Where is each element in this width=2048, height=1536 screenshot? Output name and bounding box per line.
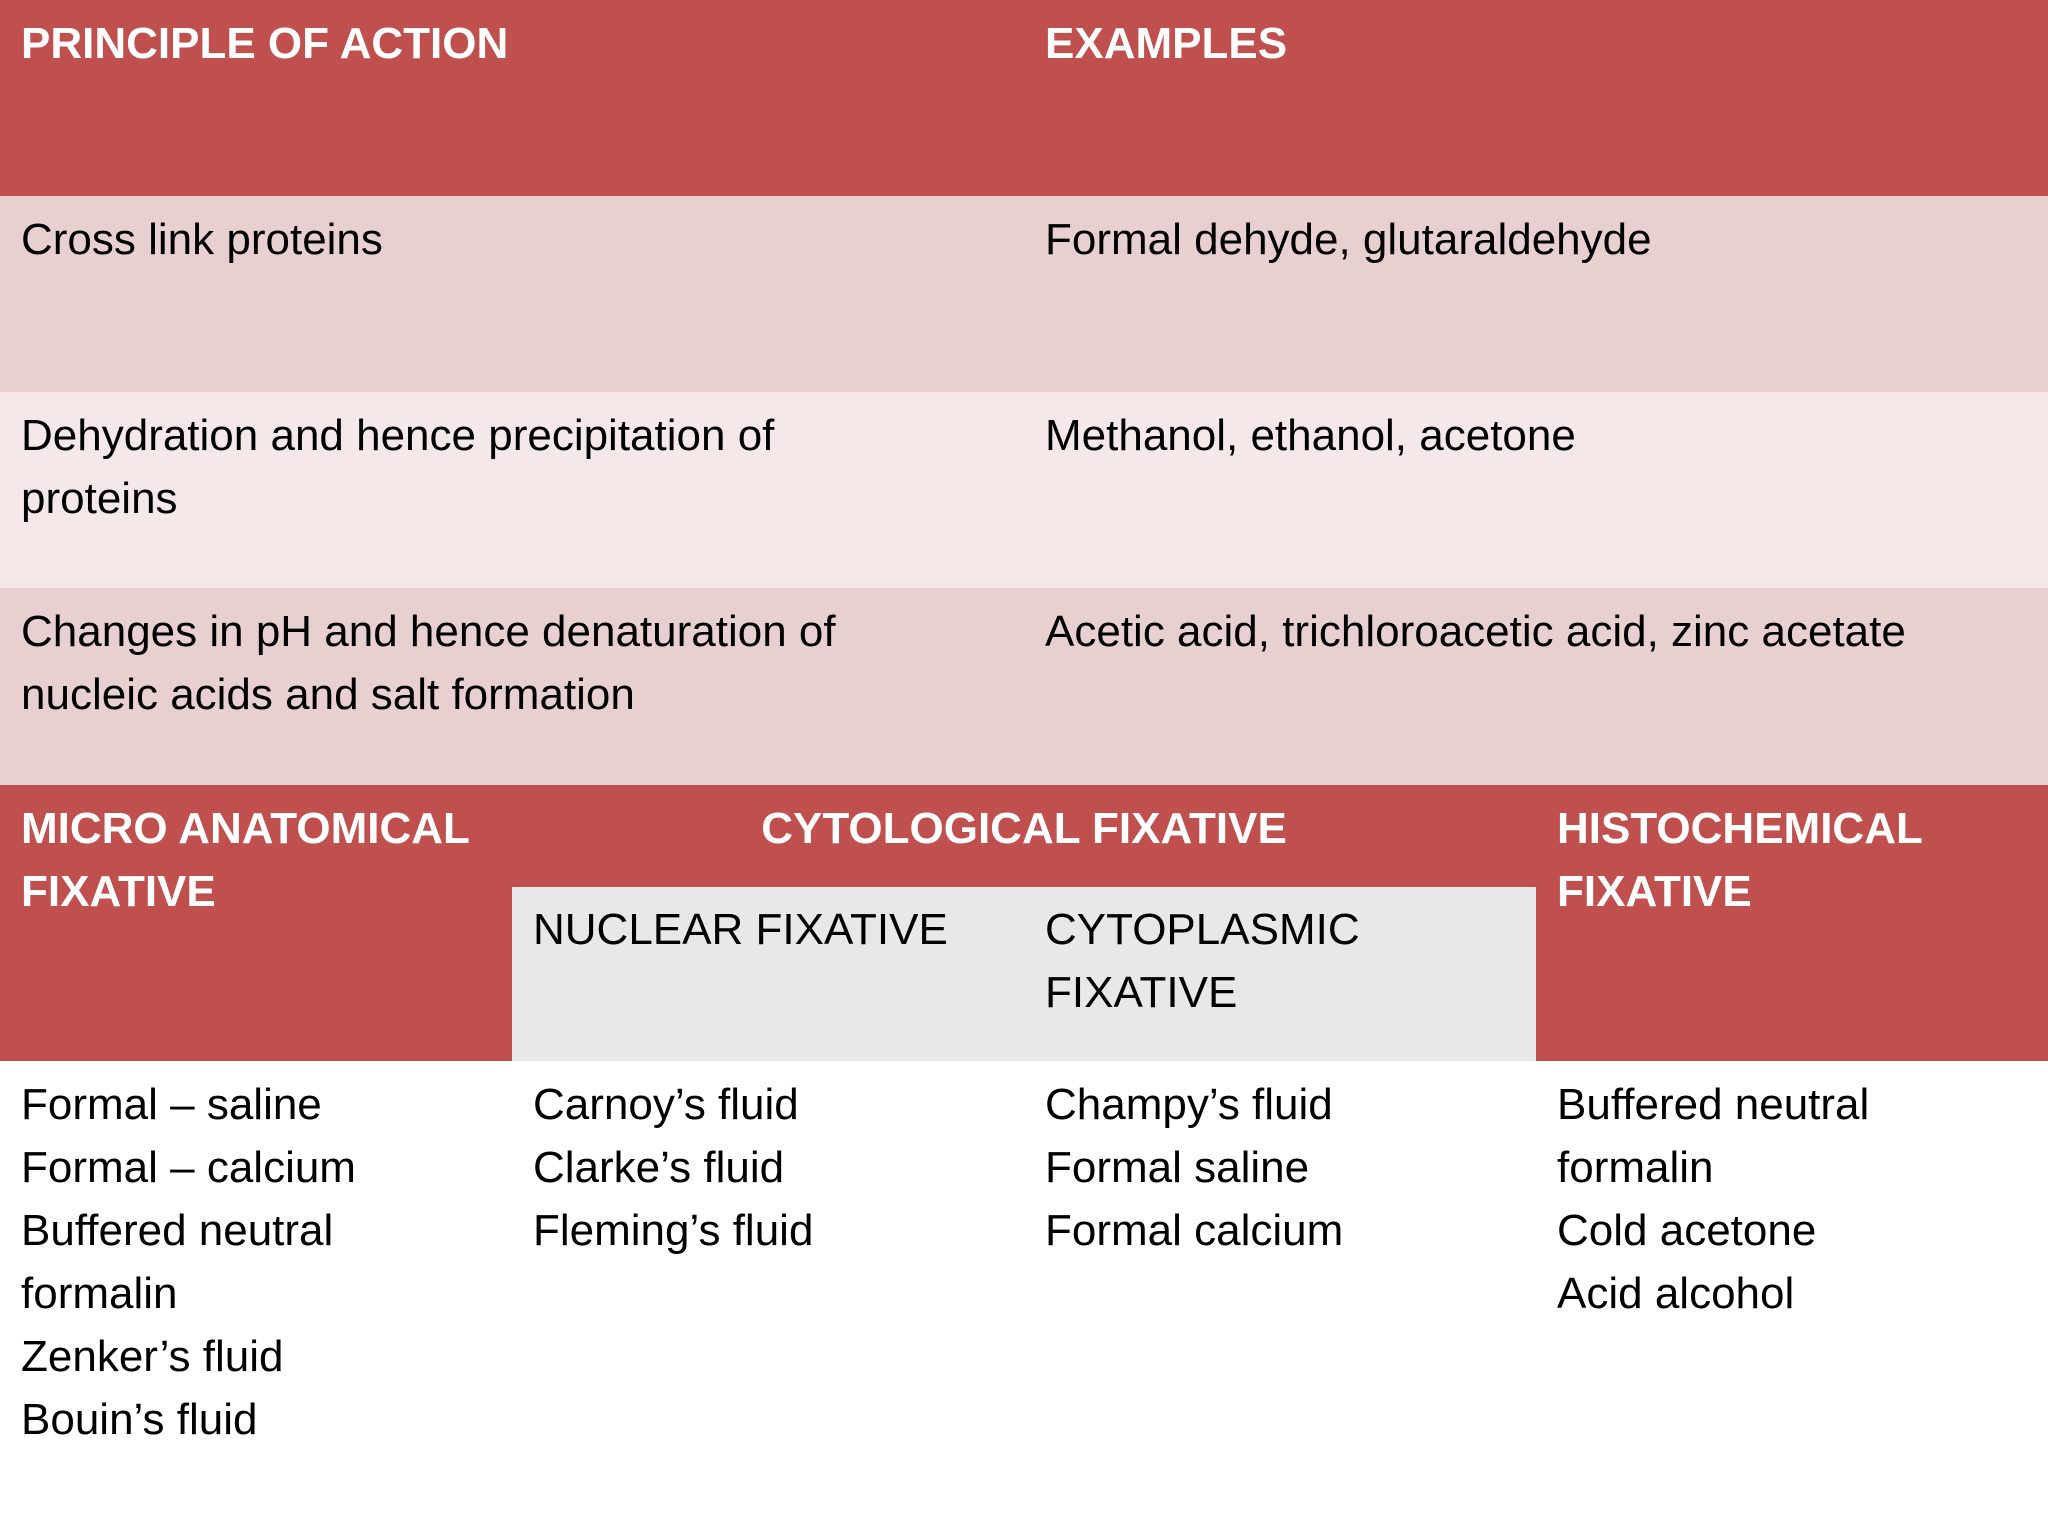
list-item: Formal saline (1045, 1143, 1310, 1192)
list-item: Buffered neutral (21, 1206, 334, 1255)
list-item: Bouin’s fluid (21, 1395, 258, 1444)
principle-row-1-examples: Formal dehyde, glutaraldehyde (1045, 215, 1652, 264)
principle-header-label: PRINCIPLE OF ACTION (21, 19, 509, 68)
histochemical-fixative-list (1557, 1073, 1869, 1325)
list-item: Acid alcohol (1557, 1269, 1795, 1318)
micro-anatomical-header-line2: FIXATIVE (21, 867, 216, 916)
list-item: Buffered neutral (1557, 1080, 1870, 1129)
list-item: Formal calcium (1045, 1206, 1344, 1255)
list-item: formalin (1557, 1143, 1714, 1192)
examples-header-label: EXAMPLES (1045, 19, 1288, 68)
histochemical-header-line2: FIXATIVE (1557, 867, 1752, 916)
list-item: Clarke’s fluid (533, 1143, 785, 1192)
principle-row-3-examples: Acetic acid, trichloroacetic acid, zinc acetate (1045, 607, 1906, 656)
micro-anatomical-header-line1: MICRO ANATOMICAL (21, 804, 470, 853)
cytoplasmic-fixative-list (1045, 1073, 1343, 1262)
cytoplasmic-fixative-header-line2: FIXATIVE (1045, 968, 1238, 1017)
principle-row-2-examples: Methanol, ethanol, acetone (1045, 411, 1576, 460)
list-item: Carnoy’s fluid (533, 1080, 799, 1129)
list-item: Champy’s fluid (1045, 1080, 1333, 1129)
principle-row-3-principle-line1: Changes in pH and hence denaturation of (21, 607, 836, 656)
principle-row-3-principle-line2: nucleic acids and salt formation (21, 670, 635, 719)
list-item: Zenker’s fluid (21, 1332, 284, 1381)
nuclear-fixative-header: NUCLEAR FIXATIVE (533, 905, 948, 954)
principle-row-2-principle-line2: proteins (21, 474, 178, 523)
principle-row-2-principle-line1: Dehydration and hence precipitation of (21, 411, 775, 460)
list-item: Fleming’s fluid (533, 1206, 814, 1255)
micro-anatomical-list (21, 1073, 356, 1451)
cytological-header: CYTOLOGICAL FIXATIVE (761, 804, 1287, 853)
list-item: formalin (21, 1269, 178, 1318)
cytoplasmic-fixative-header-line1: CYTOPLASMIC (1045, 905, 1360, 954)
list-item: Cold acetone (1557, 1206, 1817, 1255)
list-item: Formal – calcium (21, 1143, 356, 1192)
histochemical-header-line1: HISTOCHEMICAL (1557, 804, 1923, 853)
principle-row-1-principle: Cross link proteins (21, 215, 383, 264)
list-item: Formal – saline (21, 1080, 322, 1129)
nuclear-fixative-list (533, 1073, 813, 1262)
